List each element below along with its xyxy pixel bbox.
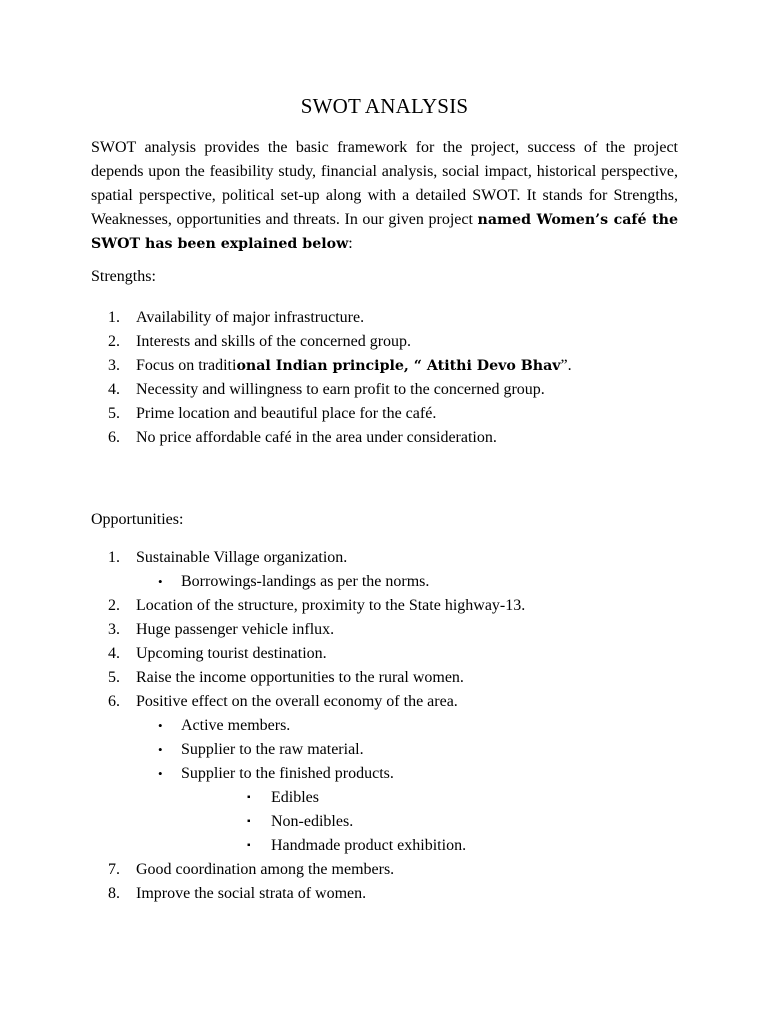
square-bullet-icon: ▪ xyxy=(247,840,251,851)
item-number: 1. xyxy=(108,549,120,566)
item-number: 8. xyxy=(108,885,120,902)
bullet-icon: • xyxy=(158,574,163,589)
list-item xyxy=(91,426,678,450)
item-number: 3. xyxy=(108,621,120,638)
list-item xyxy=(91,546,678,570)
list-item xyxy=(91,666,678,690)
list-item xyxy=(91,714,678,738)
list-item xyxy=(91,330,678,354)
item-text: Handmade product exhibition. xyxy=(271,837,467,854)
bullet-icon: • xyxy=(158,766,163,781)
list-item xyxy=(91,882,678,906)
list-item xyxy=(91,738,678,762)
list-item xyxy=(91,618,678,642)
item-number: 7. xyxy=(108,861,120,878)
item-text-bold-part: onal Indian principle, “ Atithi Devo Bhav xyxy=(236,358,561,374)
list-item xyxy=(91,858,678,882)
item-number: 2. xyxy=(108,333,120,350)
page-title: SWOT ANALYSIS xyxy=(300,94,469,118)
opportunities-heading: Opportunities: xyxy=(91,511,184,528)
square-bullet-icon: ▪ xyxy=(247,816,251,827)
item-number: 1. xyxy=(108,309,120,326)
item-number: 2. xyxy=(108,597,120,614)
item-number: 6. xyxy=(108,693,120,710)
list-item xyxy=(91,786,678,810)
list-item xyxy=(91,354,678,378)
square-bullet-icon: ▪ xyxy=(247,792,251,803)
bullet-icon: • xyxy=(158,742,163,757)
item-text: Sustainable Village organization. xyxy=(136,549,348,566)
opportunities-list xyxy=(91,546,678,906)
strengths-heading: Strengths: xyxy=(91,268,156,285)
item-number: 4. xyxy=(108,645,120,662)
list-item xyxy=(91,642,678,666)
item-text: Supplier to the raw material. xyxy=(181,741,364,758)
intro-tail: : xyxy=(348,235,353,252)
item-text xyxy=(136,354,572,378)
item-text: Availability of major infrastructure. xyxy=(136,309,365,326)
list-item xyxy=(91,810,678,834)
list-item xyxy=(91,570,678,594)
item-text: Non-edibles. xyxy=(271,813,354,830)
item-text: Raise the income opportunities to the rural women. xyxy=(136,669,464,686)
item-text: Good coordination among the members. xyxy=(136,861,395,878)
list-item xyxy=(91,762,678,786)
document-page xyxy=(91,0,678,1024)
item-text-part: ”. xyxy=(560,357,572,374)
item-text: No price affordable café in the area under consideration. xyxy=(136,429,497,446)
strengths-list xyxy=(91,306,678,450)
bullet-icon: • xyxy=(158,718,163,733)
list-item xyxy=(91,402,678,426)
list-item xyxy=(91,306,678,330)
item-text: Positive effect on the overall economy of the area. xyxy=(136,693,458,710)
list-item xyxy=(91,690,678,714)
item-text: Upcoming tourist destination. xyxy=(136,645,327,662)
intro-paragraph xyxy=(91,136,678,256)
intro-text: SWOT analysis provides the basic framework for the project, success of the project depends upon the feasibility study, financial analysis, social impact, historical perspective, spatial perspective, political set-up along with a detailed SWOT. It stands for Strengths, Weaknesses, opportunities and threats. In our given project xyxy=(91,139,678,228)
list-item xyxy=(91,834,678,858)
intro-bold-text: named Women’s café the SWOT has been explained below xyxy=(91,212,678,252)
item-text: Prime location and beautiful place for the café. xyxy=(136,405,437,422)
item-number: 6. xyxy=(108,429,120,446)
item-text: Huge passenger vehicle influx. xyxy=(136,621,335,638)
item-text: Active members. xyxy=(181,717,291,734)
item-text: Necessity and willingness to earn profit to the concerned group. xyxy=(136,381,545,398)
item-text: Improve the social strata of women. xyxy=(136,885,367,902)
item-text: Supplier to the finished products. xyxy=(181,765,394,782)
item-text-part: Focus on traditi xyxy=(136,357,237,374)
item-text: Location of the structure, proximity to the State highway-13. xyxy=(136,597,526,614)
item-text: Edibles xyxy=(271,789,319,806)
item-text: Interests and skills of the concerned group. xyxy=(136,333,412,350)
item-number: 5. xyxy=(108,405,120,422)
item-number: 5. xyxy=(108,669,120,686)
item-number: 3. xyxy=(108,357,120,374)
list-item xyxy=(91,594,678,618)
item-text: Borrowings-landings as per the norms. xyxy=(181,573,430,590)
list-item xyxy=(91,378,678,402)
item-number: 4. xyxy=(108,381,120,398)
